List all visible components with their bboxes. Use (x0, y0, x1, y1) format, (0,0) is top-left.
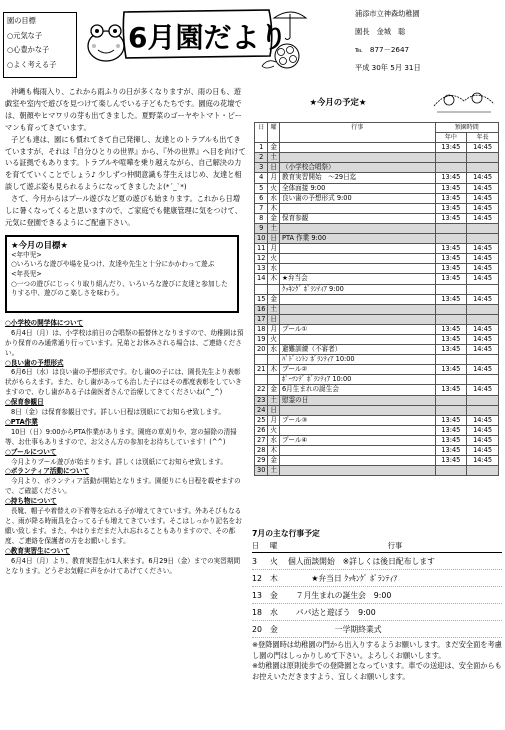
row-time-nencho: 14:45 (467, 274, 499, 284)
row-time-nencho: 14:45 (467, 294, 499, 304)
row-time-nenchu (435, 284, 467, 294)
schedule-row (255, 355, 499, 365)
row-day: 7 (255, 203, 268, 213)
notice-item: ○保育参観日 8日（金）は保育参観日です。詳しい日程は別紙にてお知らせ致します。 (5, 398, 225, 417)
row-event: ﾊﾞﾄﾞﾐﾝﾄﾝ ﾎﾞﾗﾝﾃｨｱ 10:00 (279, 355, 435, 365)
row-time-nenchu: 13:45 (435, 415, 467, 425)
row-time-nencho (467, 163, 499, 173)
schedule-row (255, 435, 499, 445)
row-dow: 日 (268, 234, 280, 244)
row-time-nenchu: 13:45 (435, 244, 467, 254)
row-time-nencho: 14:45 (467, 213, 499, 223)
row-day: 8 (255, 213, 268, 223)
row-day: 15 (255, 294, 268, 304)
notice-item: ○プールについて 今月よりプール遊びが始まります。詳しくは別紙にてお知らせ致します。 (5, 447, 228, 466)
row-time-nenchu (435, 355, 467, 365)
nenchu-goal: ○いろいろな遊びや場を見つけ、友達や先生と十分にかかわって遊ぶ (11, 260, 215, 269)
row-dow: 土 (268, 304, 280, 314)
goal-item: ○よく考える子 (7, 59, 57, 69)
row-time-nenchu (435, 405, 467, 415)
col-header-event: 行事 (279, 123, 435, 143)
row-day: 25 (255, 415, 268, 425)
row-day: 24 (255, 405, 268, 415)
schedule-row (255, 244, 499, 254)
row-event (279, 244, 435, 254)
col-header-nencho: 年長 (467, 133, 499, 143)
row-time-nencho: 14:45 (467, 446, 499, 456)
row-day: 14 (255, 274, 268, 284)
schedule-row (255, 345, 499, 355)
july-row (252, 570, 502, 587)
row-dow: 月 (268, 324, 280, 334)
schedule-row (255, 294, 499, 304)
row-dow: 金 (268, 294, 280, 304)
row-day: 23 (255, 395, 268, 405)
row-time-nenchu (435, 223, 467, 233)
row-time-nenchu: 13:45 (435, 345, 467, 355)
row-dow: 金 (268, 385, 280, 395)
row-day (255, 284, 268, 294)
row-time-nenchu (435, 234, 467, 244)
schedule-row (255, 193, 499, 203)
goal-item: ○元気な子 (7, 30, 43, 40)
schedule-row (255, 375, 499, 385)
july-day: 20 (252, 624, 262, 634)
nenchu-label: <年中児> (11, 250, 42, 259)
row-time-nenchu: 13:45 (435, 183, 467, 193)
row-event (279, 466, 435, 476)
row-time-nenchu: 13:45 (435, 264, 467, 274)
row-time-nenchu (435, 466, 467, 476)
row-dow: 金 (268, 213, 280, 223)
july-rows (252, 553, 502, 638)
row-time-nencho (467, 314, 499, 324)
july-header (252, 541, 502, 553)
july-hdr-event: 行事 (387, 541, 403, 550)
row-day: 30 (255, 466, 268, 476)
row-time-nencho: 14:45 (467, 456, 499, 466)
row-time-nenchu: 13:45 (435, 456, 467, 466)
row-event (279, 294, 435, 304)
row-time-nencho (467, 234, 499, 244)
left-column (5, 86, 246, 576)
july-dow: 火 (270, 556, 278, 566)
col-header-dow: 曜 (268, 123, 280, 143)
row-dow: 水 (268, 435, 280, 445)
row-time-nenchu: 13:45 (435, 143, 467, 153)
row-event: プール③ (279, 415, 435, 425)
row-dow: 日 (268, 405, 280, 415)
nencho-goal: ○一つの遊びにじっくり取り組んだり、いろいろな遊びに友達と参加したりする中、遊びのこ楽しさを味わう。 (11, 279, 228, 298)
row-event (279, 446, 435, 456)
row-dow: 金 (268, 143, 280, 153)
row-day: 12 (255, 254, 268, 264)
july-dow: 金 (270, 590, 278, 600)
row-time-nencho: 14:45 (467, 425, 499, 435)
row-time-nenchu: 13:45 (435, 365, 467, 375)
schedule-row (255, 395, 499, 405)
row-event: プール④ (279, 435, 435, 445)
row-dow: 火 (268, 334, 280, 344)
row-event (279, 314, 435, 324)
row-time-nencho: 14:45 (467, 435, 499, 445)
row-time-nencho: 14:45 (467, 244, 499, 254)
july-row (252, 621, 502, 638)
row-time-nenchu (435, 314, 467, 324)
row-event: 保育参観 (279, 213, 435, 223)
row-time-nencho (467, 223, 499, 233)
row-time-nencho: 14:45 (467, 334, 499, 344)
row-day: 21 (255, 365, 268, 375)
row-dow: 月 (268, 244, 280, 254)
row-day: 6 (255, 193, 268, 203)
july-row (252, 587, 502, 604)
july-note: ※登降園時は幼稚園の門から出入りするようお願いします。まだ安全面を考慮し園の門はしっかりしめて下さい。よろしくお願いします。 (252, 640, 502, 660)
july-hdr-day: 日 (252, 541, 260, 550)
july-event: ７月生まれの誕生会 9:00 (288, 590, 392, 600)
schedule-row (255, 324, 499, 334)
schedule-row (255, 456, 499, 466)
schedule-row (255, 365, 499, 375)
row-dow: 火 (268, 183, 280, 193)
row-time-nencho: 14:45 (467, 173, 499, 183)
row-day: 10 (255, 234, 268, 244)
july-event: パパ达と遊ぼう 9:00 (288, 607, 376, 617)
row-dow: 火 (268, 254, 280, 264)
row-event (279, 264, 435, 274)
notice-item: ○教育実習生について 6月4日（月）より、教育実習生が1人来ます。6月29日（金）までの実習期間となります。どうぞお気軽に声をかけてあげてください。 (5, 546, 241, 575)
row-day: 1 (255, 143, 268, 153)
row-day: 2 (255, 153, 268, 163)
kindergarten-goals-box (3, 12, 77, 78)
row-event (279, 143, 435, 153)
schedule-row (255, 314, 499, 324)
row-dow: 月 (268, 173, 280, 183)
schedule-row (255, 143, 499, 153)
schedule-row (255, 415, 499, 425)
row-event: （小学校合唱祭） (279, 163, 435, 173)
july-notes (252, 640, 502, 682)
row-time-nencho: 14:45 (467, 254, 499, 264)
row-event: 教育実習開始 ～29日迄 (279, 173, 435, 183)
row-dow: 木 (268, 274, 280, 284)
row-event (279, 153, 435, 163)
row-time-nenchu (435, 304, 467, 314)
schedule-row (255, 213, 499, 223)
july-dow: 木 (270, 573, 278, 583)
row-day: 3 (255, 163, 268, 173)
row-time-nencho (467, 304, 499, 314)
row-day: 29 (255, 456, 268, 466)
schedule-title: ★今月の予定★ (309, 97, 367, 107)
row-day: 17 (255, 314, 268, 324)
notice-item: ○小学校の開学体について 6月4日（月）は、小学校は前日の合唱祭の振替休となりますので、幼稚園は預かり保育のみ通常通り行っています。兄弟とお休みされる場合は、ご連絡ください。 (5, 318, 244, 357)
row-day: 4 (255, 173, 268, 183)
row-time-nencho: 14:45 (467, 345, 499, 355)
row-time-nencho (467, 405, 499, 415)
row-time-nenchu: 13:45 (435, 254, 467, 264)
col-header-nenchu: 年中 (435, 133, 467, 143)
row-time-nenchu: 13:45 (435, 435, 467, 445)
schedule-row (255, 446, 499, 456)
row-time-nencho: 14:45 (467, 365, 499, 375)
row-dow: 木 (268, 446, 280, 456)
row-dow (268, 284, 280, 294)
row-event: 避難訓練（不審者） (279, 345, 435, 355)
intro-paragraph: さて、今月からはプール遊びなど夏の遊びも始まります。これから日増しに暑くなってくると思いますので、ご家庭でも健康管理に気をつけて、元気に登園できるようにご配慮下さい。 (5, 194, 242, 227)
row-event: 慰霊の日 (279, 395, 435, 405)
row-dow: 水 (268, 345, 280, 355)
july-hdr-dow: 曜 (270, 541, 278, 550)
intro-paragraph: 沖縄も梅雨入り、これから雨ふりの日が多くなりますが、雨の日も、遊戯室や室内で遊びを見つけて楽しんでいる子どもたちです。園庭の花壇では、朝顔やヒマワリの芽も出てきました。夏野菜のゴーヤやトマト・ピーマンも育ってきています。 (5, 87, 242, 132)
row-event: 全体面接 9:00 (279, 183, 435, 193)
schedule-row (255, 284, 499, 294)
row-time-nenchu: 13:45 (435, 425, 467, 435)
schedule-row (255, 334, 499, 344)
july-day: 3 (252, 556, 257, 566)
row-day: 9 (255, 223, 268, 233)
row-event (279, 254, 435, 264)
july-day: 13 (252, 590, 262, 600)
row-dow: 月 (268, 415, 280, 425)
july-title: 7月の主な行事予定 (252, 529, 320, 538)
schedule-row (255, 163, 499, 173)
schedule-row (255, 254, 499, 264)
row-day: 18 (255, 324, 268, 334)
notices-section (5, 319, 246, 577)
row-time-nencho: 14:45 (467, 143, 499, 153)
row-event: 6月生まれの誕生会 (279, 385, 435, 395)
july-day: 18 (252, 607, 262, 617)
row-time-nenchu (435, 153, 467, 163)
row-event: PTA 作業 9:00 (279, 234, 435, 244)
row-time-nenchu: 13:45 (435, 213, 467, 223)
row-event: プール② (279, 365, 435, 375)
telephone: ℡ 877－2647 (355, 45, 410, 54)
schedule-body (255, 143, 499, 476)
row-time-nenchu: 13:45 (435, 294, 467, 304)
schedule-row (255, 405, 499, 415)
row-time-nenchu (435, 395, 467, 405)
schedule-row (255, 203, 499, 213)
notice-item: ○ボランティア活動について 今月より、ボランティア活動が開始となります。園便りにも日程を載せますので、ご確認ください。 (5, 467, 241, 496)
hydrangea-decoration-icon (429, 86, 499, 116)
schedule-row (255, 304, 499, 314)
title-area (84, 4, 309, 76)
row-dow: 土 (268, 153, 280, 163)
june-schedule-table (254, 122, 499, 476)
row-dow: 水 (268, 264, 280, 274)
row-time-nenchu (435, 163, 467, 173)
row-time-nencho: 14:45 (467, 385, 499, 395)
row-time-nenchu: 13:45 (435, 324, 467, 334)
row-time-nencho: 14:45 (467, 183, 499, 193)
row-event: ﾎﾟｰﾂﾝﾃﾞ ﾎﾞﾗﾝﾃｨｱ 10:00 (279, 375, 435, 385)
row-dow: 土 (268, 223, 280, 233)
july-schedule (252, 528, 502, 682)
july-event: 一学期終業式 (288, 624, 382, 634)
row-time-nenchu: 13:45 (435, 274, 467, 284)
row-time-nencho (467, 466, 499, 476)
monthly-goals-title: ★今月の目標★ (11, 239, 68, 250)
schedule-row (255, 274, 499, 284)
notice-item: ○PTA作業 10日（日）9:00からPTA作業があります。園庭の草刈りや、窓の掃除の清掃等、お仕事もありますので、お父さん方の参加をお待ちしています！(^^) (5, 417, 237, 446)
row-event (279, 425, 435, 435)
row-event: ｸｯｷﾝｸﾞ ﾎﾞﾗﾝﾃｨｱ 9:00 (279, 284, 435, 294)
row-time-nenchu: 13:45 (435, 203, 467, 213)
schedule-row (255, 223, 499, 233)
row-time-nencho: 14:45 (467, 415, 499, 425)
monthly-goals-box (5, 235, 239, 313)
row-day: 22 (255, 385, 268, 395)
row-event (279, 456, 435, 466)
schedule-row (255, 466, 499, 476)
july-dow: 水 (270, 607, 278, 617)
kindergarten-info (355, 5, 505, 77)
row-event (279, 304, 435, 314)
row-dow (268, 375, 280, 385)
row-time-nenchu: 13:45 (435, 334, 467, 344)
row-day: 11 (255, 244, 268, 254)
row-event (279, 334, 435, 344)
row-time-nencho: 14:45 (467, 264, 499, 274)
intro-paragraph: 子ども達は、園にも慣れてきて自己発揮し、友達とのトラブルも出てきていますが、それは『自分ひとりの世界』から、『外の世界』へ目を向けている証拠でもあります。トラブルや喧嘩を乗り越えながら、自己解決の力を育てていくことでしょう♪ 少しずつ仲間意識も芽生えはじめ、友達と相談して遊ぶ姿も見られるようになってきましたよ(*´_`*) (5, 134, 246, 192)
row-day: 26 (255, 425, 268, 435)
page-title: 6月園だより (128, 21, 288, 54)
row-event (279, 223, 435, 233)
row-time-nencho (467, 375, 499, 385)
schedule-row (255, 264, 499, 274)
row-dow: 水 (268, 193, 280, 203)
row-dow: 土 (268, 395, 280, 405)
july-row (252, 553, 502, 570)
row-time-nencho (467, 153, 499, 163)
row-time-nenchu: 13:45 (435, 193, 467, 203)
row-time-nencho (467, 355, 499, 365)
col-header-time-group: 預園時間 (435, 123, 499, 133)
schedule-row (255, 234, 499, 244)
row-day: 28 (255, 446, 268, 456)
principal-name: 園長 金城 聡 (355, 27, 406, 36)
goal-item: ○心豊かな子 (7, 45, 50, 54)
schedule-row (255, 153, 499, 163)
issue-date: 平成 30年 5月 31日 (355, 63, 421, 72)
intro-text (5, 86, 246, 229)
kindergarten-name: 浦添市立神森幼稚園 (355, 9, 420, 18)
goals-title: 園の目標 (7, 16, 36, 25)
row-time-nencho (467, 395, 499, 405)
row-dow: 火 (268, 425, 280, 435)
july-note: ※幼稚園は原則徒歩での登降園となっています。車での送迎は、安全面からもお控えいただきますよう、宜しくお願いします。 (252, 661, 502, 681)
row-time-nencho (467, 284, 499, 294)
row-event: プール① (279, 324, 435, 334)
row-event (279, 203, 435, 213)
row-day (255, 355, 268, 365)
row-time-nencho: 14:45 (467, 193, 499, 203)
row-dow: 日 (268, 163, 280, 173)
schedule-row (255, 173, 499, 183)
row-event: ★弁当会 (279, 274, 435, 284)
schedule-row (255, 425, 499, 435)
row-dow: 土 (268, 466, 280, 476)
row-dow: 木 (268, 365, 280, 375)
row-event (279, 405, 435, 415)
row-time-nenchu: 13:45 (435, 446, 467, 456)
notice-item: ○良い歯の予想形式 6月6日（水）は良い歯の予想形式です。むし歯0の子には、園長先生より表彰状がもらえます。また、むし歯があっても治した子にはその都度表彰をしていきますので、むし歯がある子は歯医者さんで治療してきてくださいね(^_^) (5, 358, 242, 397)
july-event: 個人面談開始 ※詳しくは後日配布します (288, 556, 435, 566)
row-day: 27 (255, 435, 268, 445)
row-time-nenchu (435, 375, 467, 385)
row-day: 19 (255, 334, 268, 344)
nencho-label: <年長児> (11, 270, 42, 279)
row-day: 13 (255, 264, 268, 274)
july-dow: 金 (270, 624, 278, 634)
row-dow: 金 (268, 456, 280, 466)
row-day: 20 (255, 345, 268, 355)
notice-item: ○持ち物について 長靴、帽子や着替えの下着等を忘れる子が増えてきています。外あそびもなると、雨が降る時雨具を合ってる子も増えてきています。そこはしっかり記名をお願い致します。また、やはりまだまだ入れ忘れることもありますので、その都度、ご連絡を保護者の方をお願いします。 (5, 497, 242, 545)
row-dow (268, 355, 280, 365)
row-time-nencho: 14:45 (467, 324, 499, 334)
july-event: ★弁当日 ｸｯｷﾝｸﾞ ﾎﾞﾗﾝﾃｨｱ (288, 573, 398, 583)
row-dow: 日 (268, 314, 280, 324)
row-event: 良い歯の予想形式 9:00 (279, 193, 435, 203)
row-day: 16 (255, 304, 268, 314)
row-day: 5 (255, 183, 268, 193)
row-time-nencho: 14:45 (467, 203, 499, 213)
row-dow: 木 (268, 203, 280, 213)
row-time-nenchu: 13:45 (435, 173, 467, 183)
schedule-row (255, 385, 499, 395)
july-day: 12 (252, 573, 262, 583)
row-time-nenchu: 13:45 (435, 385, 467, 395)
july-row (252, 604, 502, 621)
col-header-day: 日 (255, 123, 268, 143)
row-day (255, 375, 268, 385)
schedule-row (255, 183, 499, 193)
